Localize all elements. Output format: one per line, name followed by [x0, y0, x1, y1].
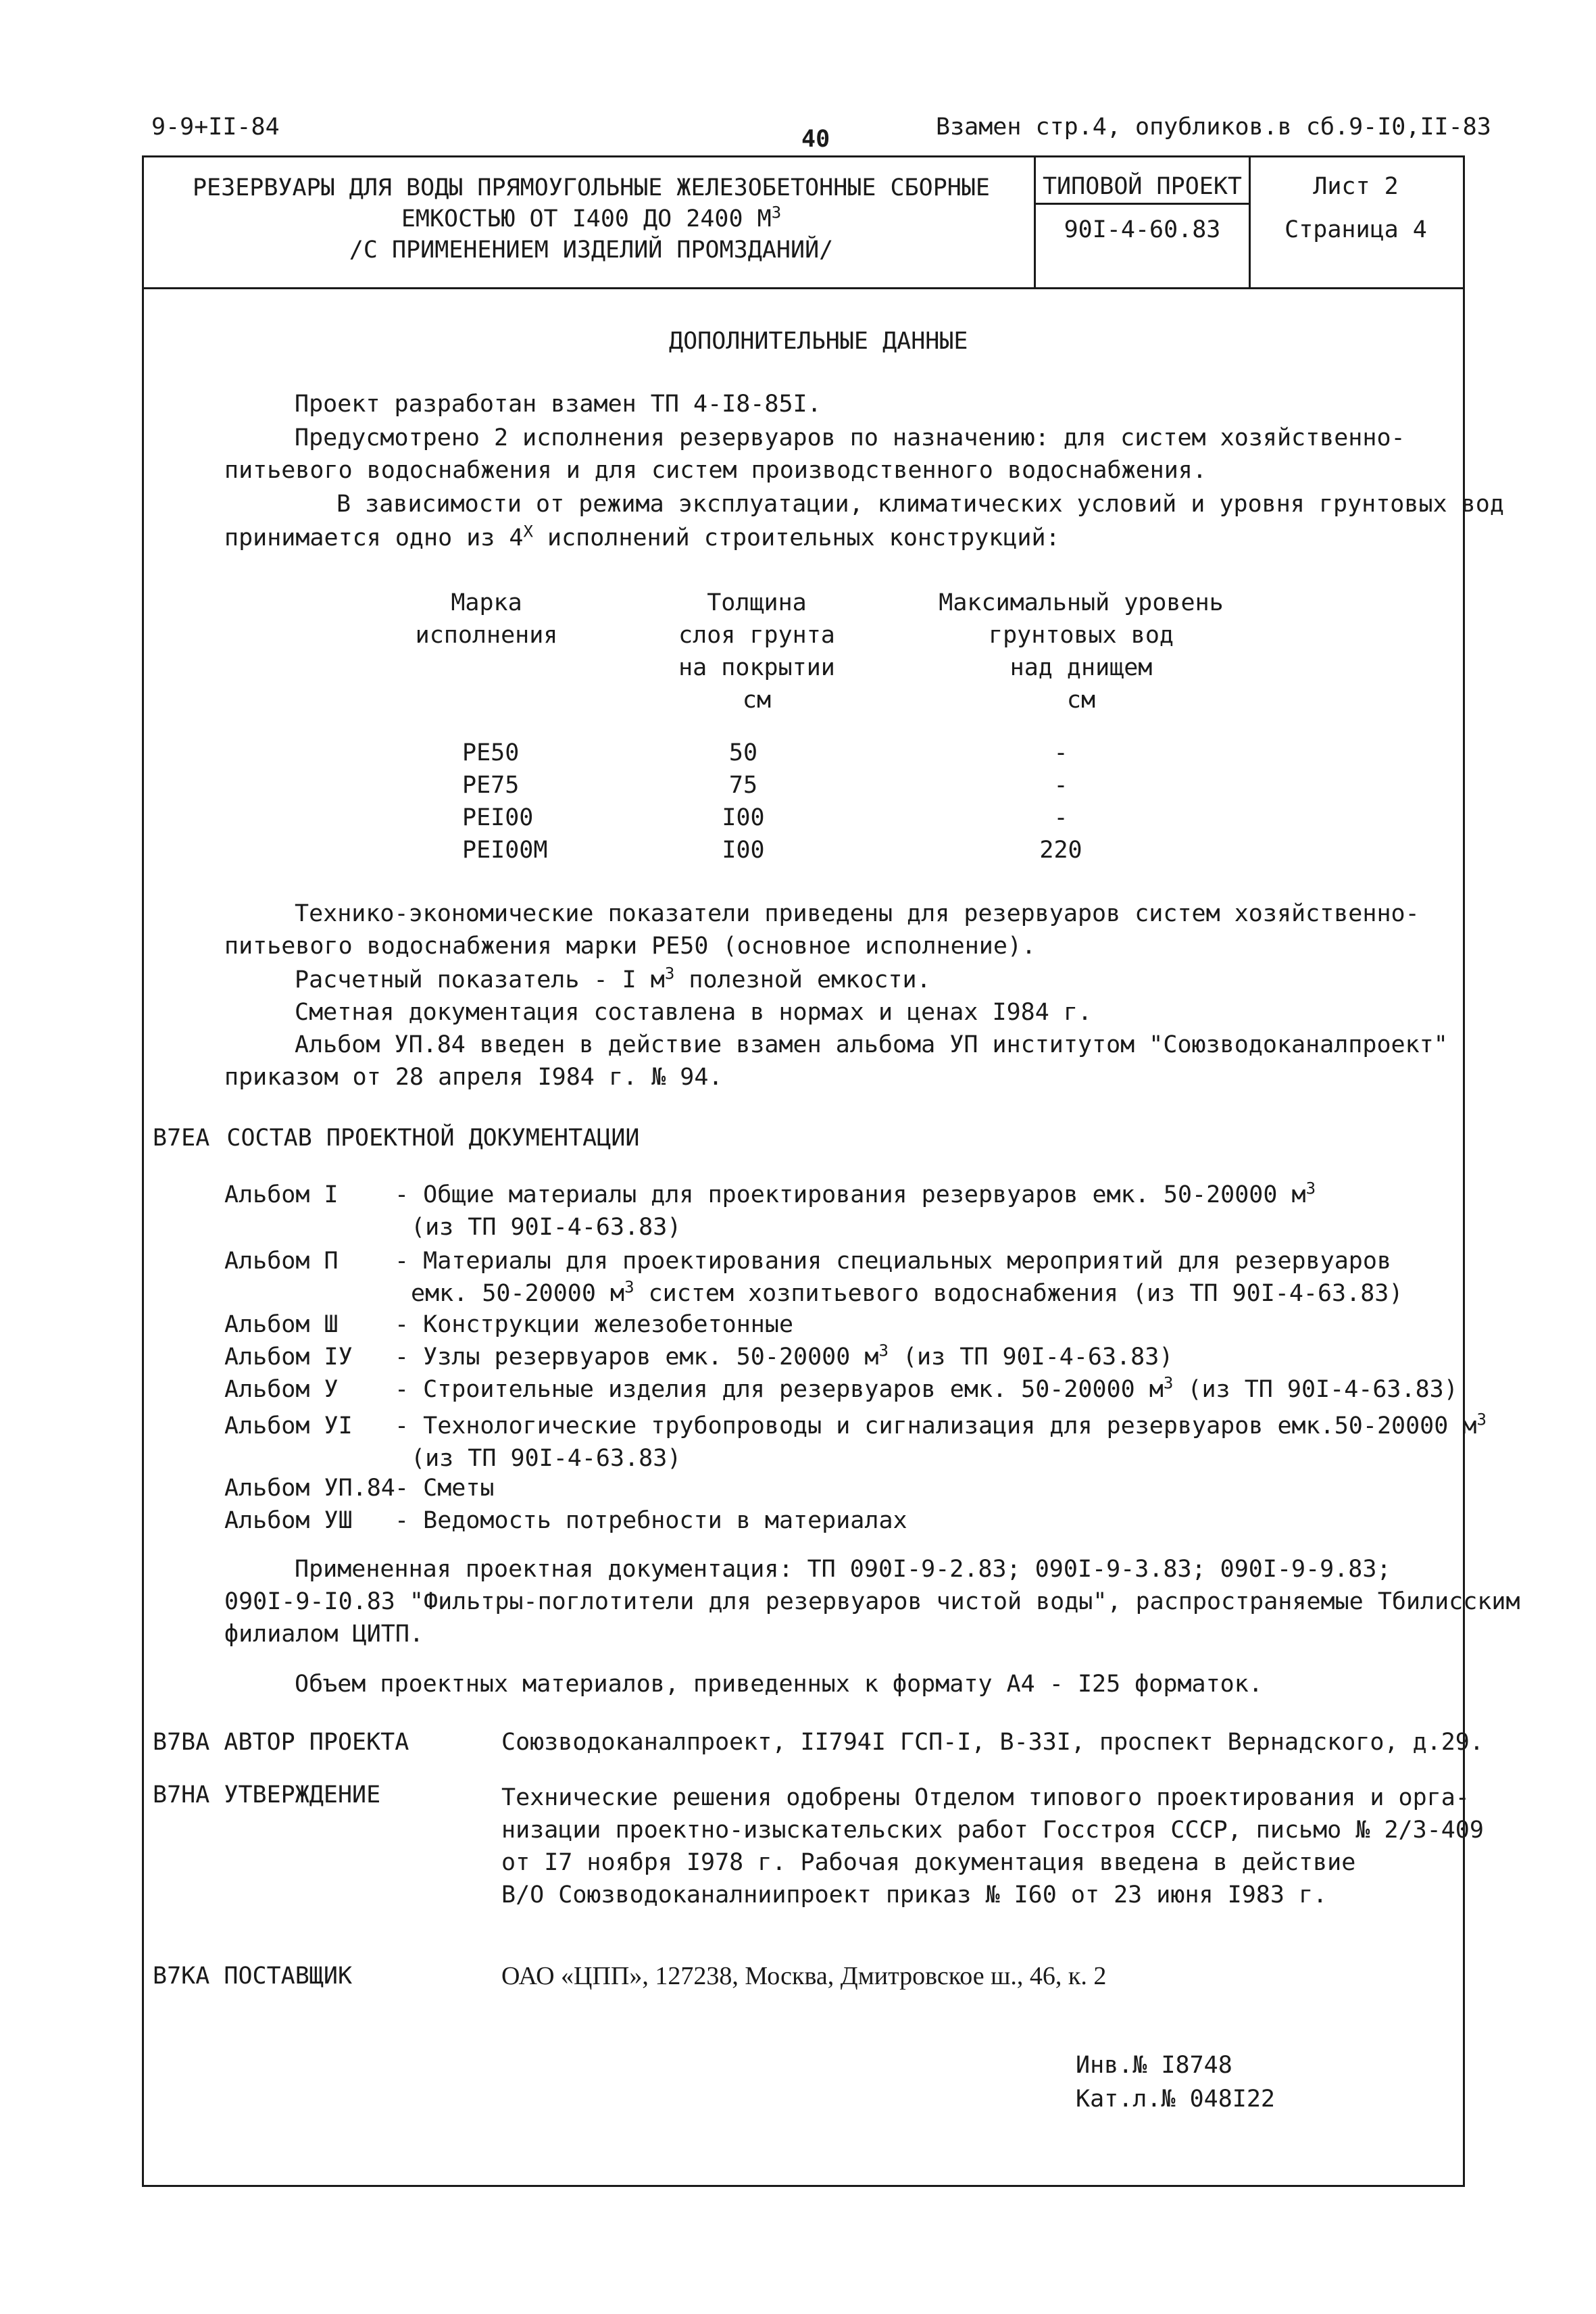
- author-label: АВТОР ПРОЕКТА: [224, 1729, 409, 1756]
- tech-l6: приказом от 28 апреля I984 г. № 94.: [224, 1064, 723, 1091]
- extra-p3b: принимается одно из $4^Х$ исполнений строительных конструкций:: [224, 522, 1060, 551]
- inventory-number: Инв.№ I8748: [1076, 2052, 1232, 2079]
- applied-docs-3: филиалом ЦИТП.: [224, 1621, 424, 1648]
- applied-docs-2: 090I-9-I0.83 "Фильтры-поглотители для резервуаров чистой воды", распространяемые Тбилисским: [224, 1588, 1520, 1615]
- supplier-text: ОАО «ЦПП», 127238, Москва, Дмитровское ш., 46, к. 2: [501, 1962, 1107, 1990]
- row-mark: РЕI00: [462, 804, 534, 831]
- row-thickness: 50: [728, 739, 758, 766]
- volume-note: Объем проектных материалов, приведенных к формату А4 - I25 форматок.: [295, 1671, 1263, 1698]
- row-groundwater: -: [1053, 739, 1068, 766]
- page-label: Страница 4: [1285, 216, 1427, 243]
- header-title: [155, 172, 1027, 266]
- project-number: 90I-4-60.83: [1064, 216, 1221, 243]
- approval-label: УТВЕРЖДЕНИЕ: [224, 1781, 381, 1808]
- author-heading: [153, 1729, 409, 1756]
- project-label: ТИПОВОЙ ПРОЕКТ: [1042, 173, 1242, 200]
- row-mark: РЕ50: [462, 739, 520, 766]
- table-header-thickness: Толщина слоя грунта на покрытии см: [678, 589, 835, 714]
- project-label-rule: [1034, 203, 1249, 205]
- supplier-code: В7КА: [153, 1963, 210, 1990]
- author-code: В7ВА: [153, 1729, 210, 1756]
- row-mark: РЕ75: [462, 772, 520, 799]
- row-groundwater: -: [1053, 804, 1068, 831]
- header-bottom-rule: [142, 287, 1463, 289]
- row-groundwater: 220: [1039, 837, 1082, 864]
- tech-l5: Альбом УП.84 введен в действие взамен альбома УП институтом "Союзводоканалпроект": [295, 1031, 1448, 1058]
- composition-heading: [153, 1125, 639, 1152]
- page-number: 40: [801, 126, 830, 153]
- extra-p3a: В зависимости от режима эксплуатации, климатических условий и уровня грунтовых вод: [336, 491, 1504, 518]
- tech-l3: Расчетный показатель - I $м^3$ полезной емкости.: [295, 964, 931, 993]
- composition-title: СОСТАВ ПРОЕКТНОЙ ДОКУМЕНТАЦИИ: [226, 1125, 640, 1152]
- author-text: Союзводоканалпроект, II794I ГСП-I, В-33I, проспект Вернадского, д.29.: [501, 1729, 1484, 1756]
- row-thickness: I00: [722, 804, 765, 831]
- applied-docs-1: Примененная проектная документация: ТП 090I-9-2.83; 090I-9-3.83; 090I-9-9.83;: [295, 1556, 1391, 1583]
- extra-p2b: питьевого водоснабжения и для систем производственного водоснабжения.: [224, 457, 1207, 484]
- table-header-mark: Марка исполнения: [415, 589, 558, 649]
- title-line-2: ЕМКОСТЬЮ ОТ I400 ДО 2400 $М^3$: [401, 203, 782, 232]
- tech-l4: Сметная документация составлена в нормах и ценах I984 г.: [295, 999, 1093, 1026]
- approval-code: В7НА: [153, 1781, 210, 1808]
- row-thickness: I00: [722, 837, 765, 864]
- title-line-3: /С ПРИМЕНЕНИЕМ ИЗДЕЛИЙ ПРОМЗДАНИЙ/: [349, 237, 834, 264]
- extra-p1: Проект разработан взамен ТП 4-I8-85I.: [295, 391, 822, 418]
- replaces-note: Взамен стр.4, опубликов.в сб.9-I0,II-83: [936, 114, 1491, 141]
- row-mark: РЕI00М: [462, 837, 548, 864]
- approval-heading: [153, 1781, 380, 1808]
- title-line-1: РЕЗЕРВУАРЫ ДЛЯ ВОДЫ ПРЯМОУГОЛЬНЫЕ ЖЕЛЕЗОБЕТОННЫЕ СБОРНЫЕ: [192, 174, 991, 201]
- tech-l2: питьевого водоснабжения марки РЕ50 (основное исполнение).: [224, 933, 1037, 960]
- row-thickness: 75: [728, 772, 758, 799]
- catalog-number: Кат.л.№ 048I22: [1076, 2086, 1276, 2113]
- row-groundwater: -: [1053, 772, 1068, 799]
- document-code: 9-9+II-84: [151, 114, 280, 141]
- composition-code: В7ЕА: [153, 1125, 210, 1152]
- sheet-number: Лист 2: [1313, 173, 1399, 200]
- supplier-heading: [153, 1963, 352, 1990]
- extra-heading: ДОПОЛНИТЕЛЬНЫЕ ДАННЫЕ: [669, 328, 968, 355]
- supplier-label: ПОСТАВЩИК: [224, 1963, 353, 1990]
- approval-text: Технические решения одобрены Отделом типового проектирования и орга- низации проектно-изыскательских работ Госстроя СССР, письмо № 2/3-409 от I7 ноября I978 г. Рабочая документация введена в действие В/О Союзводоканалниипроект приказ № I60 от 23 июня I983 г.: [501, 1784, 1484, 1909]
- extra-p2a: Предусмотрено 2 исполнения резервуаров по назначению: для систем хозяйственно-: [295, 424, 1405, 451]
- table-header-groundwater: Максимальный уровень грунтовых вод над днищем см: [939, 589, 1224, 714]
- tech-l1: Технико-экономические показатели приведены для резервуаров систем хозяйственно-: [295, 900, 1420, 927]
